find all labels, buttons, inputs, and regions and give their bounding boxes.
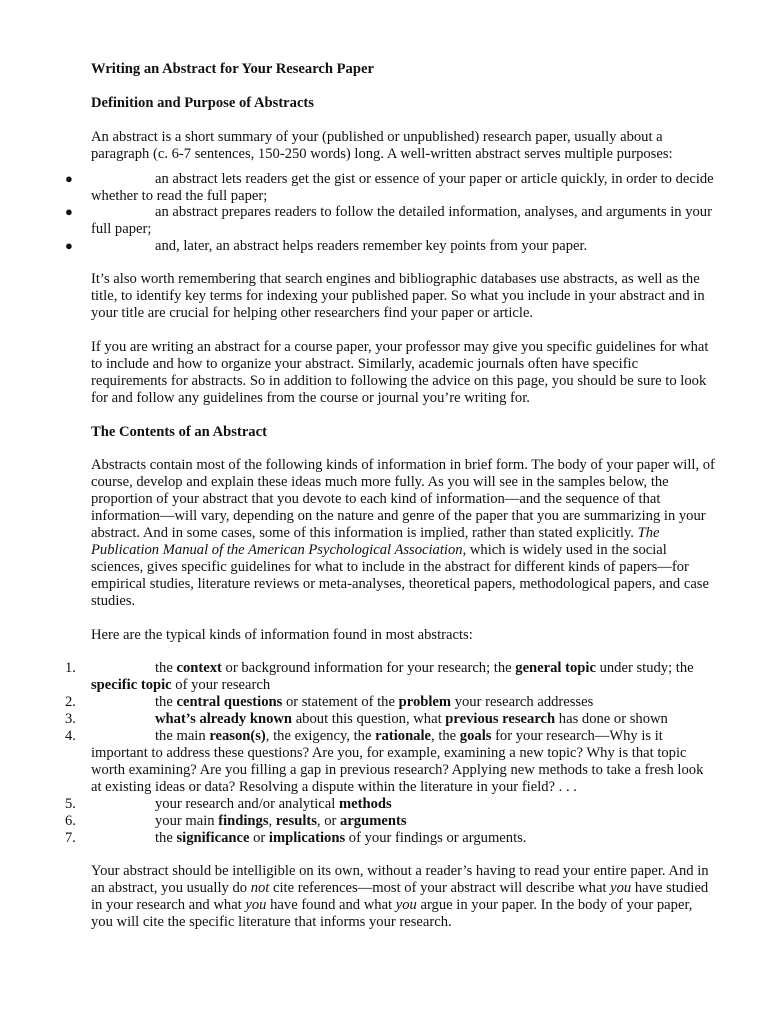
list-item-text: your main findings, results, or arguments — [155, 812, 407, 829]
course-guidelines-paragraph: If you are writing an abstract for a course paper, your professor may give you specific guidelines for what to include and how to organize your abstract. Similarly, academic journals often have specific requirements for abstracts. So in addition to following the advice on this page, you should be sure to look for and follow any guidelines from the course or journal you’re writing for. — [91, 338, 709, 406]
bullet-icon: ● — [65, 238, 73, 254]
list-item-text: what’s already known about this question, what previous research has done or shown — [155, 711, 668, 728]
typical-info-list — [65, 660, 715, 846]
list-item — [65, 694, 715, 711]
list-item-text: your research and/or analytical methods — [155, 795, 392, 812]
section-heading-contents: The Contents of an Abstract — [91, 423, 267, 440]
list-number: 5. — [65, 795, 76, 812]
list-number: 1. — [65, 660, 76, 677]
bullet-text: an abstract lets readers get the gist or essence of your paper or article quickly, in order to decide whether to read the full paper; — [91, 170, 714, 204]
bullet-text: an abstract prepares readers to follow the detailed information, analyses, and arguments in your full paper; — [91, 204, 712, 238]
bullet-icon: ● — [65, 170, 73, 186]
bullet-item — [65, 204, 715, 238]
contents-text-b: , which is widely used in the social sciences, gives specific guidelines for what to include in the abstract for different kinds of papers—for empirical studies, literature reviews or meta-analyses, theoretical papers, methodological papers, and case studies. — [91, 541, 709, 609]
document-content — [65, 61, 715, 931]
bullet-text: and, later, an abstract helps readers remember key points from your paper. — [155, 238, 588, 255]
list-item — [65, 795, 715, 813]
bullet-item — [65, 170, 715, 205]
list-number: 3. — [65, 711, 76, 728]
list-item — [65, 660, 715, 694]
purpose-bullet-list — [65, 170, 715, 256]
document-title: Writing an Abstract for Your Research Paper — [91, 61, 374, 77]
list-number: 2. — [65, 694, 76, 711]
list-item-text: the significance or implications of your findings or arguments. — [155, 829, 527, 846]
list-number: 7. — [65, 829, 76, 846]
list-item — [65, 728, 715, 796]
intro-paragraph: An abstract is a short summary of your (published or unpublished) research paper, usually about a paragraph (c. 6-7 sentences, 150-250 words) long. A well-written abstract serves multiple purposes: — [91, 128, 673, 162]
section-heading-definition: Definition and Purpose of Abstracts — [91, 94, 314, 111]
list-item-text: the central questions or statement of the problem your research addresses — [155, 694, 594, 711]
list-number: 6. — [65, 812, 76, 829]
list-item — [65, 711, 715, 728]
list-item-text: the context or background information for your research; the general topic under study; the specific topic of your research — [91, 660, 694, 694]
search-engines-paragraph: It’s also worth remembering that search engines and bibliographic databases use abstracts, as well as the title, to identify key terms for indexing your published paper. So what you include in your abstract and in your title are crucial for helping other researchers find your paper or article. — [91, 271, 705, 321]
list-item — [65, 829, 715, 847]
list-item-text: the main reason(s), the exigency, the rationale, the goals for your research—Why is it important to address these questions? Are you, for example, examining a new topic? Why is that topic worth examining? Are you filling a gap in previous research? Applying new methods to take a fresh look at existing ideas or data? Resolving a dispute within the literature in your field? . . . — [91, 728, 704, 795]
bullet-icon: ● — [65, 204, 73, 220]
closing-paragraph: Your abstract should be intelligible on its own, without a reader’s having to read your entire paper. And in an abstract, you usually do not cite references—most of your abstract will describe what you have studied in your research and what you have found and what you argue in your paper. In the body of your paper, you will cite the specific literature that informs your research. — [91, 863, 709, 931]
list-item — [65, 812, 715, 830]
list-number: 4. — [65, 728, 76, 745]
contents-paragraph — [91, 457, 715, 609]
list-intro: Here are the typical kinds of information found in most abstracts: — [91, 626, 473, 643]
contents-text-a: Abstracts contain most of the following kinds of information in brief form. The body of your paper will, of course, develop and explain these ideas much more fully. As you will see in the samples below, the proportion of your abstract that you devote to each kind of information—and the sequence of that information—will vary, depending on the nature and genre of the paper that you are summarizing in your abstract. And in some cases, some of this information is implied, rather than stated explicitly. — [91, 457, 715, 542]
bullet-item — [65, 238, 715, 255]
apa-manual-title: The Publication Manual of the American Psychological Association — [91, 525, 660, 558]
